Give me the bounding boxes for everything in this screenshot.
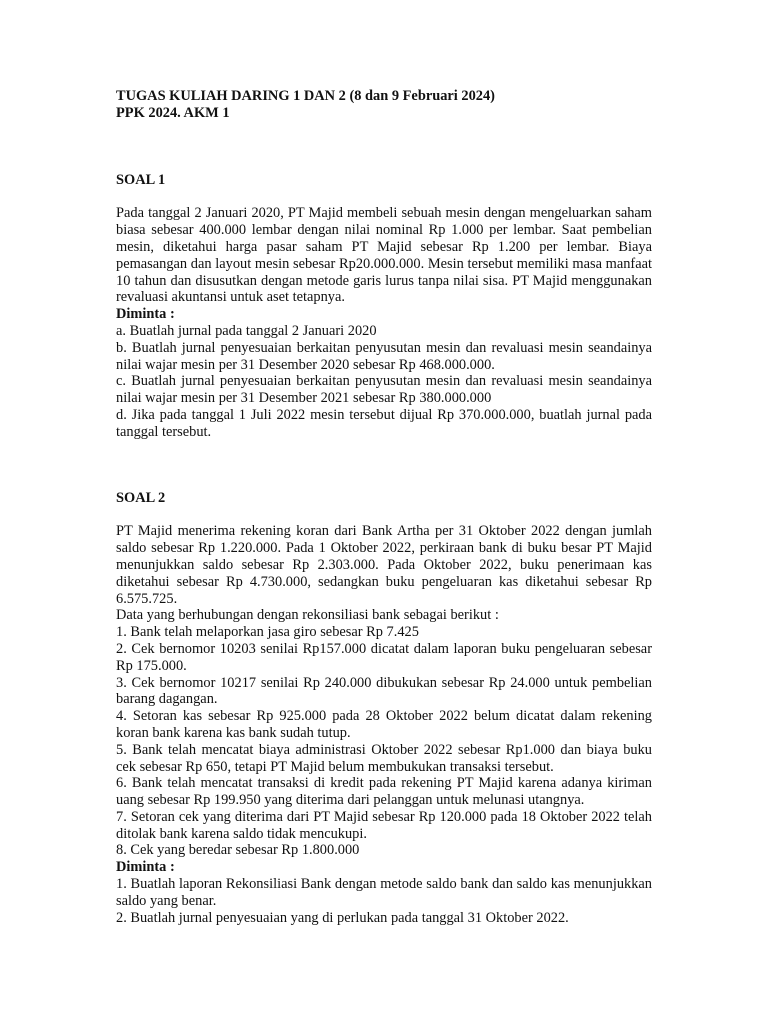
soal-2-item-3: 3. Cek bernomor 10217 senilai Rp 240.000 dibukukan sebesar Rp 24.000 untuk pembelian barang dagangan.: [116, 674, 652, 708]
soal-2-item-8: 8. Cek yang beredar sebesar Rp 1.800.000: [116, 842, 360, 859]
soal-1-item-d: d. Jika pada tanggal 1 Juli 2022 mesin tersebut dijual Rp 370.000.000, buatlah jurnal pada tanggal tersebut.: [116, 406, 652, 440]
document-header: [116, 88, 652, 122]
soal-2-title: SOAL 2: [116, 489, 166, 506]
soal-2-body: PT Majid menerima rekening koran dari Bank Artha per 31 Oktober 2022 dengan jumlah saldo sebesar Rp 1.220.000. Pada 1 Oktober 2022, perkiraan bank di buku besar PT Majid menunjukkan saldo sebesar Rp 2.303.000. Pada Oktober 2022, buku penerimaan kas diketahui sebesar Rp 4.730.000, sedangkan buku pengeluaran kas diketahui sebesar Rp 6.575.725.: [116, 523, 652, 607]
soal-1-section: [116, 172, 652, 441]
document-title: TUGAS KULIAH DARING 1 DAN 2 (8 dan 9 Februari 2024): [116, 88, 495, 104]
soal-1-body: Pada tanggal 2 Januari 2020, PT Majid membeli sebuah mesin dengan mengeluarkan saham biasa sebesar 400.000 lembar dengan nilai nominal Rp 1.000 per lembar. Saat pembelian mesin, diketahui harga pasar saham PT Majid sebesar Rp 1.200 per lembar. Biaya pemasangan dan layout mesin sebesar Rp20.000.000. Mesin tersebut memiliki masa manfaat 10 tahun dan disusutkan dengan metode garis lurus tanpa nilai sisa. PT Majid menggunakan revaluasi akuntansi untuk aset tetapnya.: [116, 205, 652, 306]
soal-2-diminta: Diminta :: [116, 859, 175, 876]
document-subtitle: PPK 2024. AKM 1: [116, 104, 230, 121]
soal-1-diminta: Diminta :: [116, 306, 175, 323]
soal-2-task-2: 2. Buatlah jurnal penyesuaian yang di perlukan pada tanggal 31 Oktober 2022.: [116, 909, 569, 926]
soal-2-item-7: 7. Setoran cek yang diterima dari PT Majid sebesar Rp 120.000 pada 18 Oktober 2022 telah ditolak bank karena saldo tidak mencukupi.: [116, 808, 652, 842]
soal-1-item-a: a. Buatlah jurnal pada tanggal 2 Januari 2020: [116, 322, 377, 339]
soal-2-item-5: 5. Bank telah mencatat biaya administrasi Oktober 2022 sebesar Rp1.000 dan biaya buku cek sebesar Rp 650, tetapi PT Majid belum membukukan transaksi tersebut.: [116, 741, 652, 775]
soal-1-title: SOAL 1: [116, 171, 166, 188]
soal-2-intro: Data yang berhubungan dengan rekonsiliasi bank sebagai berikut :: [116, 607, 499, 624]
soal-1-item-b: b. Buatlah jurnal penyesuaian berkaitan penyusutan mesin dan revaluasi mesin seandainya nilai wajar mesin per 31 Desember 2020 sebesar Rp 468.000.000.: [116, 339, 652, 373]
soal-2-section: [116, 490, 652, 927]
soal-2-item-4: 4. Setoran kas sebesar Rp 925.000 pada 28 Oktober 2022 belum dicatat dalam rekening koran bank karena kas bank sudah tutup.: [116, 708, 652, 741]
soal-2-task-1: 1. Buatlah laporan Rekonsiliasi Bank dengan metode saldo bank dan saldo kas menunjukkan saldo yang benar.: [116, 876, 652, 909]
soal-2-item-6: 6. Bank telah mencatat transaksi di kredit pada rekening PT Majid karena adanya kiriman uang sebesar Rp 199.950 yang diterima dari pelanggan untuk melunasi utangnya.: [116, 775, 652, 809]
document-page: [116, 88, 652, 926]
soal-2-item-2: 2. Cek bernomor 10203 senilai Rp157.000 dicatat dalam laporan buku pengeluaran sebesar Rp 175.000.: [116, 640, 652, 674]
soal-1-item-c: c. Buatlah jurnal penyesuaian berkaitan penyusutan mesin dan revaluasi mesin seandainya nilai wajar mesin per 31 Desember 2021 sebesar Rp 380.000.000: [116, 373, 652, 407]
soal-2-item-1: 1. Bank telah melaporkan jasa giro sebesar Rp 7.425: [116, 624, 419, 641]
